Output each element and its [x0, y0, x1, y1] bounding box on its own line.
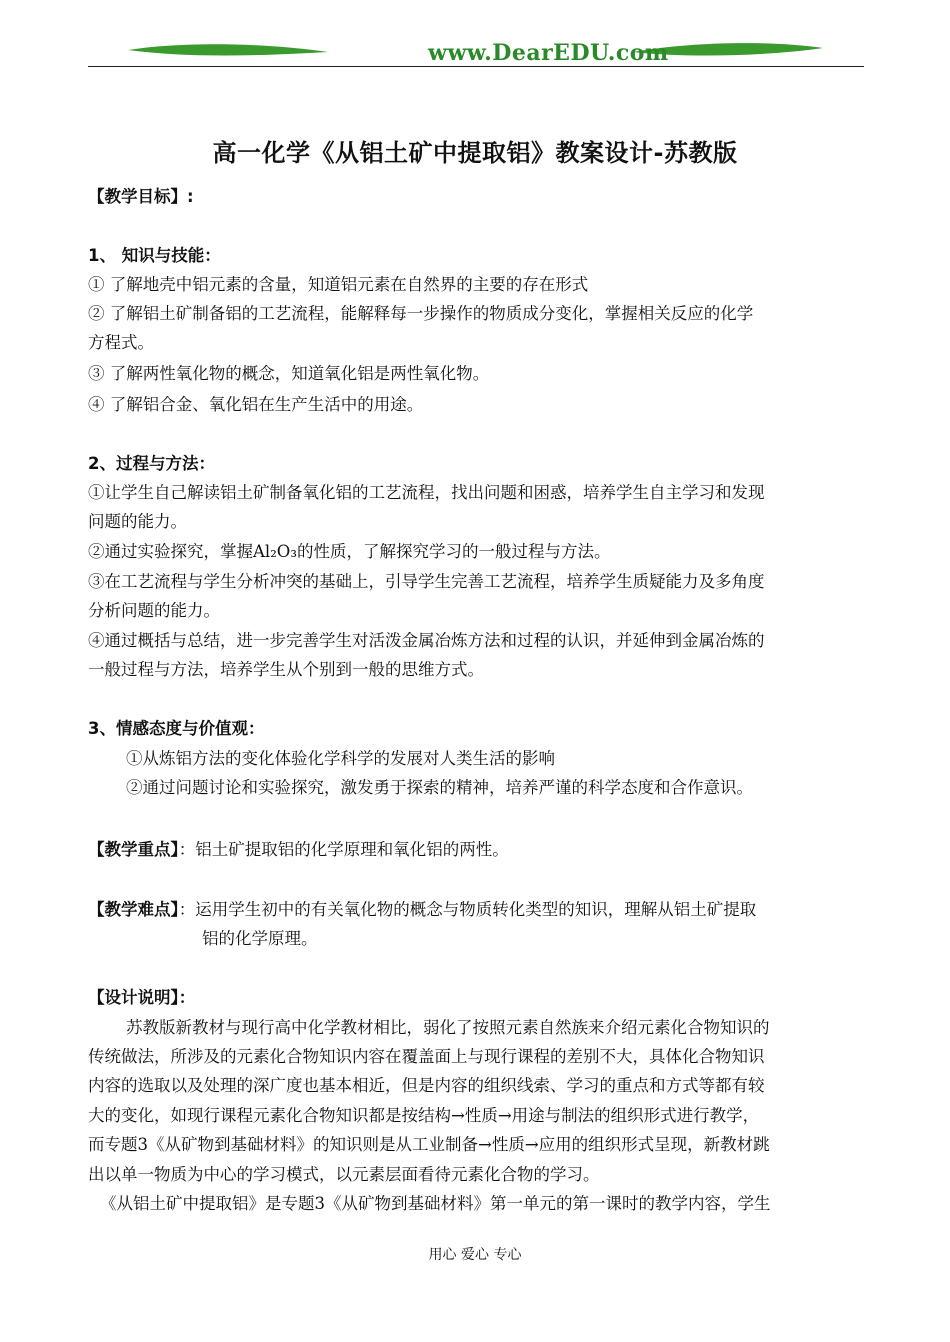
design-paragraph-line: 大的变化，如现行课程元素化合物知识都是按结构→性质→用途与制法的组织形式进行教学，	[88, 1106, 760, 1125]
section2-item: 分析问题的能力。	[88, 601, 220, 620]
difficulty-label: 【教学难点】	[88, 900, 179, 919]
section1-item: ④ 了解铝合金、氧化铝在生产生活中的用途。	[88, 395, 424, 414]
header-divider	[88, 66, 864, 67]
section2-item: 问题的能力。	[88, 512, 187, 531]
key-point-label: 【教学重点】	[88, 840, 179, 859]
page-footer: 用心 爱心 专心	[428, 1247, 522, 1263]
key-point	[88, 835, 509, 865]
design-paragraph-line: 而专题3《从矿物到基础材料》的知识则是从工业制备→性质→应用的组织形式呈现，新教材跳	[88, 1135, 770, 1154]
key-point-text: ：铝土矿提取铝的化学原理和氧化铝的两性。	[178, 840, 509, 859]
difficulty-text: ：运用学生初中的有关氧化物的概念与物质转化类型的知识，理解从铝土矿提取	[178, 900, 757, 919]
design-paragraph-line: 《从铝土矿中提取铝》是专题3《从矿物到基础材料》第一单元的第一课时的教学内容，学生	[100, 1194, 771, 1213]
section2-item: ④通过概括与总结，进一步完善学生对活泼金属冶炼方法和过程的认识，并延伸到金属冶炼的	[88, 631, 765, 650]
section3-item: ②通过问题讨论和实验探究，激发勇于探索的精神，培养严谨的科学态度和合作意识。	[126, 778, 753, 797]
section3-item: ①从炼铝方法的变化体验化学科学的发展对人类生活的影响	[126, 749, 555, 768]
difficulty-text-cont: 铝的化学原理。	[202, 929, 318, 948]
difficulty	[88, 895, 756, 925]
section2-item: ①让学生自己解读铝土矿制备氧化铝的工艺流程，找出问题和困惑，培养学生自主学习和发现	[88, 483, 765, 502]
site-header	[88, 36, 864, 70]
section1-item: ③ 了解两性氧化物的概念，知道氧化铝是两性氧化物。	[88, 364, 490, 383]
design-paragraph-line: 内容的选取以及处理的深广度也基本相近，但是内容的组织线索、学习的重点和方式等都有较	[88, 1076, 765, 1095]
site-logo[interactable]: www.DearEDU.com	[428, 40, 669, 66]
objectives-heading: 【教学目标】:	[88, 187, 194, 206]
page-title: 高一化学《从铝土矿中提取铝》教案设计-苏教版	[212, 139, 738, 167]
section2-item: ②通过实验探究，掌握Al₂O₃的性质，了解探究学习的一般过程与方法。	[88, 542, 611, 561]
design-heading: 【设计说明】：	[88, 988, 196, 1007]
section2-heading: 2、过程与方法：	[88, 454, 215, 473]
section1-item: 方程式。	[88, 333, 154, 352]
section1-heading: 1、 知识与技能：	[88, 246, 221, 265]
section2-item: 一般过程与方法，培养学生从个别到一般的思维方式。	[88, 660, 484, 679]
section3-heading: 3、情感态度与价值观：	[88, 719, 265, 738]
section1-item: ② 了解铝土矿制备铝的工艺流程，能解释每一步操作的物质成分变化，掌握相关反应的化学	[88, 304, 754, 323]
design-paragraph-line: 苏教版新教材与现行高中化学教材相比，弱化了按照元素自然族来介绍元素化合物知识的	[126, 1018, 770, 1037]
section2-item: ③在工艺流程与学生分析冲突的基础上，引导学生完善工艺流程，培养学生质疑能力及多角度	[88, 572, 765, 591]
design-paragraph-line: 出以单一物质为中心的学习模式，以元素层面看待元素化合物的学习。	[88, 1165, 600, 1184]
design-paragraph-line: 传统做法，所涉及的元素化合物知识内容在覆盖面上与现行课程的差别不大，具体化合物知识	[88, 1047, 765, 1066]
section1-item: ① 了解地壳中铝元素的含量，知道铝元素在自然界的主要的存在形式	[88, 275, 589, 294]
